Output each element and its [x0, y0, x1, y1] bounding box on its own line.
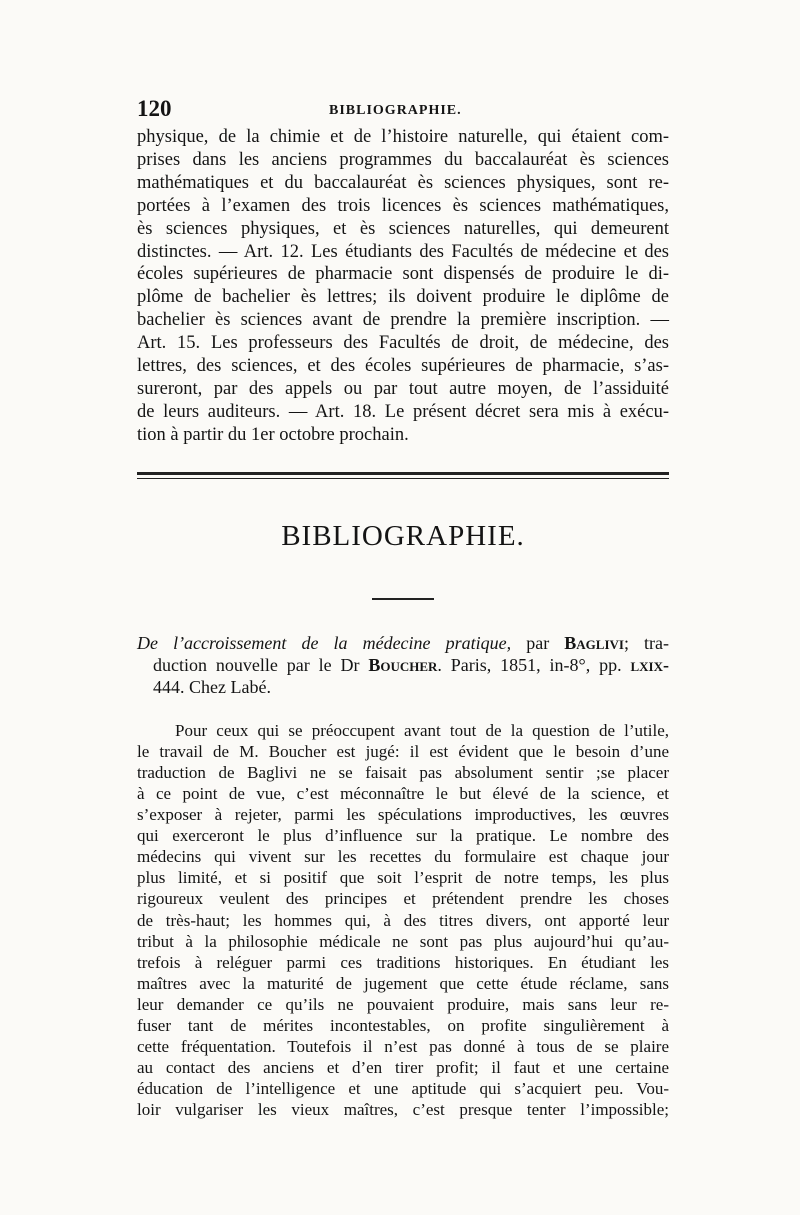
text-line: s’exposer à rejeter, parmi les spéculations improductives, les œuvres	[137, 805, 669, 825]
text-line: physique, de la chimie et de l’histoire naturelle, qui étaient com-	[137, 127, 669, 147]
text-line: plus limité, et si positif que soit l’esprit de notre temps, les plus	[137, 868, 669, 888]
text-line: bachelier ès sciences avant de prendre la première inscription. —	[137, 310, 669, 331]
text-line: Art. 15. Les professeurs des Facultés de droit, de médecine, des	[137, 333, 669, 354]
text-line: maîtres avec la maturité de jugement que cette étude réclame, sans	[137, 973, 669, 993]
citation-by: par	[526, 632, 550, 653]
text-line: leur demander ce qu’ils ne pouvaient produire, mais sans leur re-	[137, 994, 669, 1014]
text-line: traduction de Baglivi ne se faisait pas absolument sentir ;se placer	[137, 762, 669, 782]
text-line: prises dans les anciens programmes du baccalauréat ès sciences	[137, 149, 669, 170]
text-line: qui exerceront le plus d’influence sur la pratique. Le nombre des	[137, 826, 669, 846]
translator-name: Boucher	[368, 654, 438, 675]
text-line: médecins qui vivent sur les recettes du formulaire est chaque jour	[137, 847, 669, 867]
decree-paragraph	[137, 126, 669, 447]
book-citation	[137, 632, 669, 698]
text-line: Pour ceux qui se préoccupent avant tout de la question de l’utile,	[175, 720, 669, 740]
text-line: de très-haut; les hommes qui, à des titres divers, ont apporté leur	[137, 910, 669, 930]
author-name: Baglivi	[564, 632, 624, 653]
text-line: tion à partir du 1er octobre prochain.	[137, 424, 409, 445]
text-line: fuser tant de mérites incontestables, on profite singulièrement à	[137, 1016, 669, 1035]
book-title: De l’accroissement de la médecine pratique,	[137, 632, 512, 653]
page-count-roman: lxix-	[630, 654, 669, 675]
text-line: tribut à la philosophie médicale ne sont pas plus aujourd’hui qu’au-	[137, 931, 669, 951]
citation-line	[137, 632, 669, 654]
text-line: sureront, par des appels ou par tout autre moyen, de l’assiduité	[137, 378, 669, 399]
text-line: loir vulgariser les vieux maîtres, c’est presque tenter l’impossible;	[137, 1100, 669, 1120]
text-line: distinctes. — Art. 12. Les étudiants des Facultés de médecine et des	[137, 241, 669, 262]
divider-rule-thick	[137, 472, 669, 475]
text-line: le travail de M. Boucher est jugé: il est évident que le besoin d’une	[137, 741, 669, 761]
citation-text: . Paris, 1851, in-8°, pp.	[437, 654, 622, 675]
citation-text: ; tra-	[623, 632, 670, 653]
text-line: mathématiques et du baccalauréat ès sciences physiques, sont re-	[137, 172, 669, 193]
section-divider	[137, 460, 669, 500]
text-line: lettres, des sciences, et des écoles supérieures de pharmacie, s’as-	[137, 356, 669, 377]
text-line: écoles supérieures de pharmacie sont dispensés de produire le di-	[137, 264, 669, 285]
review-paragraph	[137, 720, 669, 1121]
citation-line: 444. Chez Labé.	[153, 676, 271, 697]
text-line: rigoureux veulent des principes et prétendent prendre les choses	[137, 889, 669, 909]
text-line: plôme de bachelier ès lettres; ils doivent produire le diplôme de	[137, 287, 669, 308]
text-line: au contact des anciens et d’en tirer profit; il faut et une certaine	[137, 1058, 669, 1078]
citation-line	[137, 654, 669, 676]
title-underline-rule	[372, 598, 434, 600]
running-head	[137, 92, 669, 126]
section-title: BIBLIOGRAPHIE.	[281, 519, 525, 552]
text-line: trefois à reléguer parmi ces traditions historiques. En étudiant les	[137, 952, 669, 972]
text-line: à ce point de vue, c’est méconnaître le but élevé de la science, et	[137, 783, 669, 803]
text-line: de leurs auditeurs. — Art. 18. Le présent décret sera mis à exécu-	[137, 401, 669, 422]
text-line: cette fréquentation. Toutefois il n’est pas donné à tous de se plaire	[137, 1037, 669, 1057]
text-line: éducation de l’intelligence et une aptitude qui s’acquiert peu. Vou-	[137, 1079, 669, 1099]
citation-text: duction nouvelle par le Dr	[153, 654, 360, 675]
book-page	[137, 92, 669, 1120]
divider-rule-thin	[137, 478, 669, 479]
text-line: portées à l’examen des trois licences ès sciences mathématiques,	[137, 195, 669, 216]
page-number: 120	[137, 96, 172, 121]
text-line: ès sciences physiques, et ès sciences naturelles, qui demeurent	[137, 218, 669, 239]
running-title: BIBLIOGRAPHIE.	[329, 103, 462, 118]
